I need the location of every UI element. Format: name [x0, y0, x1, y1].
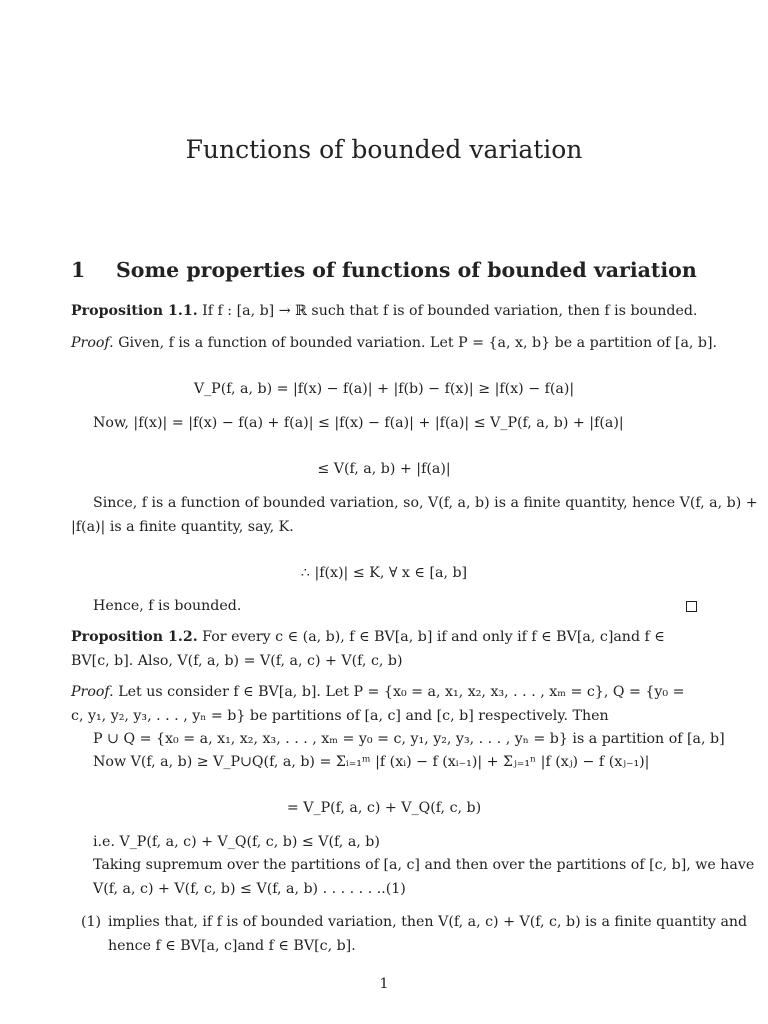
proof-2-line-7: V(f, a, c) + V(f, c, b) ≤ V(f, a, b) . . . . . . ..(1)	[93, 881, 406, 897]
proof-1-line-1	[71, 335, 717, 351]
list-item-line-1: implies that, if f is of bounded variation, then V(f, a, c) + V(f, c, b) is a finite quantity and	[108, 914, 748, 930]
paper-title: Functions of bounded variation	[185, 135, 583, 164]
list-item-marker: (1)	[81, 914, 102, 930]
proposition-1-2-line-1	[71, 629, 665, 645]
proof-2-label: Proof.	[71, 684, 114, 700]
proposition-1-2-label: Proposition 1.2.	[71, 629, 198, 645]
proof-1-equation-2: ≤ V(f, a, b) + |f(a)|	[317, 461, 451, 477]
proof-2-line-2: c, y₁, y₂, y₃, . . . , yₙ = b} be partitions of [a, c] and [c, b] respectively. Then	[71, 708, 609, 724]
section-heading	[71, 258, 697, 282]
page-number: 1	[379, 976, 389, 992]
proof-1-equation-1: V_P(f, a, b) = |f(x) − f(a)| + |f(b) − f(x)| ≥ |f(x) − f(a)|	[193, 381, 575, 397]
proof-2-line-3: P ∪ Q = {x₀ = a, x₁, x₂, x₃, . . . , xₘ = y₀ = c, y₁, y₂, y₃, . . . , yₙ = b} is a partition of [a, b]	[93, 731, 725, 747]
proof-2-text-1: Let us consider f ∈ BV[a, b]. Let P = {x₀ = a, x₁, x₂, x₃, . . . , xₘ = c}, Q = {y₀ =	[118, 684, 685, 700]
proof-1-line-2: Now, |f(x)| = |f(x) − f(a) + f(a)| ≤ |f(x) − f(a)| + |f(a)| ≤ V_P(f, a, b) + |f(a)|	[93, 415, 624, 431]
proposition-1-1	[71, 303, 697, 319]
proof-1-line-4: |f(a)| is a finite quantity, say, K.	[71, 519, 294, 535]
qed-square	[686, 601, 697, 612]
proof-2-line-1	[71, 684, 685, 700]
proof-1-line-5: Hence, f is bounded.	[93, 598, 242, 614]
proof-1-equation-3: ∴ |f(x)| ≤ K, ∀ x ∈ [a, b]	[300, 565, 468, 581]
proposition-1-1-label: Proposition 1.1.	[71, 303, 198, 319]
proposition-1-1-text: If f : [a, b] → ℝ such that f is of bounded variation, then f is bounded.	[202, 303, 698, 319]
list-item-line-2: hence f ∈ BV[a, c]and f ∈ BV[c, b].	[108, 938, 356, 954]
proof-2-line-6: Taking supremum over the partitions of [a, c] and then over the partitions of [c, b], we have	[93, 857, 755, 873]
proof-1-label: Proof.	[71, 335, 114, 351]
proposition-1-2-line-2: BV[c, b]. Also, V(f, a, b) = V(f, a, c) + V(f, c, b)	[71, 653, 403, 669]
proof-1-line-3: Since, f is a function of bounded variation, so, V(f, a, b) is a finite quantity, hence V(f, a, b) +	[93, 495, 758, 511]
section-title: Some properties of functions of bounded variation	[116, 258, 697, 282]
proof-2-equation-1: = V_P(f, a, c) + V_Q(f, c, b)	[286, 800, 482, 816]
proof-2-line-4: Now V(f, a, b) ≥ V_P∪Q(f, a, b) = Σᵢ₌₁ᵐ |f (xᵢ) − f (xᵢ₋₁)| + Σⱼ₌₁ⁿ |f (xⱼ) − f (xⱼ₋₁)|	[93, 754, 650, 770]
section-number: 1	[71, 258, 86, 282]
proof-1-text-1: Given, f is a function of bounded variation. Let P = {a, x, b} be a partition of [a, b].	[118, 335, 718, 351]
proof-2-line-5: i.e. V_P(f, a, c) + V_Q(f, c, b) ≤ V(f, a, b)	[93, 834, 380, 850]
proposition-1-2-text-1: For every c ∈ (a, b), f ∈ BV[a, b] if and only if f ∈ BV[a, c]and f ∈	[202, 629, 665, 645]
